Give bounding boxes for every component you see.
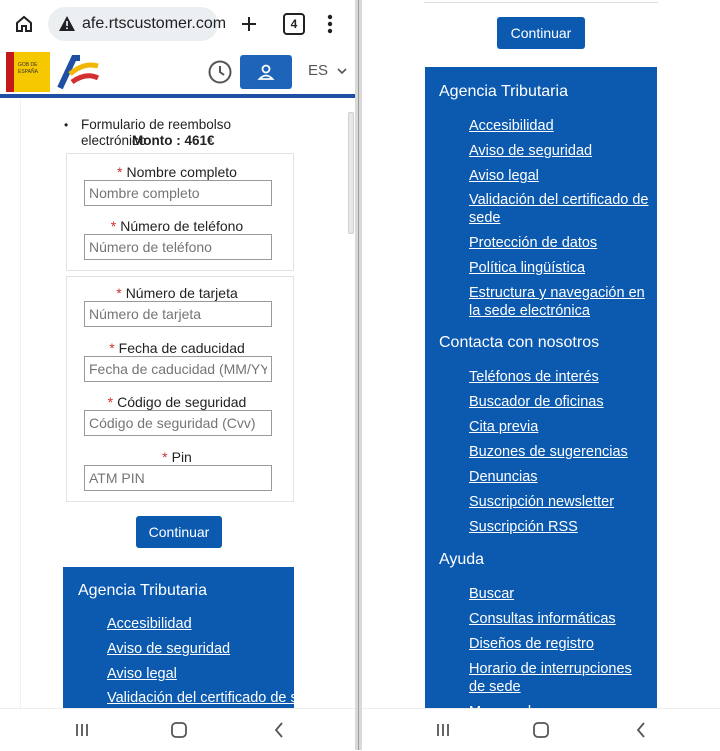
recents-icon[interactable] bbox=[432, 720, 454, 740]
government-logo[interactable] bbox=[6, 52, 50, 92]
user-account-button[interactable] bbox=[240, 55, 292, 89]
new-tab-icon[interactable] bbox=[235, 10, 263, 38]
footer-link-buscar[interactable]: Buscar bbox=[469, 586, 515, 602]
footer-link-aviso-legal[interactable]: Aviso legal bbox=[107, 666, 177, 682]
footer-link-aviso-seguridad[interactable]: Aviso de seguridad bbox=[107, 641, 231, 657]
footer-link-consultas[interactable]: Consultas informáticas bbox=[469, 611, 616, 627]
expiry-label: * Fecha de caducidad bbox=[109, 340, 245, 356]
footer-contacto-title: Contacta con nosotros bbox=[439, 334, 600, 351]
screen-divider bbox=[355, 0, 362, 750]
full-name-label: * Nombre completo bbox=[117, 164, 237, 180]
amount-value: 461€ bbox=[184, 133, 215, 148]
address-bar[interactable] bbox=[48, 7, 227, 41]
language-selector[interactable] bbox=[308, 62, 347, 79]
footer-link-buscador-oficinas[interactable]: Buscador de oficinas bbox=[469, 394, 604, 410]
refund-form-title: Formulario de reembolso electrónico bbox=[81, 117, 232, 148]
card-number-label: * Número de tarjeta bbox=[116, 285, 238, 301]
more-menu-icon[interactable] bbox=[316, 10, 344, 38]
user-icon bbox=[257, 63, 275, 81]
home-nav-icon[interactable] bbox=[530, 720, 552, 740]
left-phone-screen bbox=[0, 0, 355, 750]
url-text[interactable]: afe.rtscustomer.com bbox=[82, 15, 227, 32]
footer-link-disenos[interactable]: Diseños de registro bbox=[469, 636, 594, 652]
footer-agencia-title-right: Agencia Tributaria bbox=[439, 83, 568, 100]
footer-link-buzones[interactable]: Buzones de sugerencias bbox=[469, 444, 628, 460]
scrollbar[interactable] bbox=[348, 112, 354, 234]
android-navbar bbox=[0, 708, 355, 751]
footer-agencia-title: Agencia Tributaria bbox=[78, 582, 207, 599]
footer-link-rss[interactable]: Suscripción RSS bbox=[469, 519, 578, 535]
bullet: • bbox=[64, 118, 69, 132]
footer-link-estructura[interactable]: Estructura y navegación en la sede electrónica bbox=[469, 285, 645, 319]
amount-label: Monto : bbox=[132, 133, 181, 148]
full-name-input[interactable] bbox=[84, 180, 272, 206]
continue-button[interactable]: Continuar bbox=[136, 516, 222, 548]
pin-input[interactable] bbox=[84, 465, 272, 491]
expiry-input[interactable] bbox=[84, 356, 272, 382]
cvv-input[interactable] bbox=[84, 410, 272, 436]
footer-panel bbox=[63, 567, 322, 708]
footer-link-validacion[interactable]: Validación del certificado de sede bbox=[107, 690, 322, 706]
pin-label: * Pin bbox=[162, 449, 192, 465]
footer-link-aviso-legal-right[interactable]: Aviso legal bbox=[469, 168, 539, 184]
card-number-input[interactable] bbox=[84, 301, 272, 327]
footer-link-telefonos[interactable]: Teléfonos de interés bbox=[469, 369, 599, 385]
footer-link-politica-linguistica[interactable]: Política lingüística bbox=[469, 260, 586, 276]
footer-link-validacion-right[interactable]: Validación del certificado de sede bbox=[469, 192, 649, 226]
footer-link-aviso-seguridad-right[interactable]: Aviso de seguridad bbox=[469, 143, 593, 159]
browser-toolbar bbox=[0, 0, 355, 48]
warning-icon[interactable] bbox=[58, 15, 76, 33]
footer-ayuda-title: Ayuda bbox=[439, 551, 485, 568]
continue-button-right[interactable]: Continuar bbox=[497, 17, 585, 49]
site-header bbox=[0, 48, 355, 98]
logo-text: GOB DE ESPAÑA bbox=[18, 62, 38, 75]
home-icon[interactable] bbox=[10, 10, 38, 38]
agencia-tributaria-logo[interactable] bbox=[56, 54, 100, 90]
tab-switcher-button[interactable]: 4 bbox=[283, 13, 305, 35]
back-icon[interactable] bbox=[630, 720, 652, 740]
recents-icon[interactable] bbox=[71, 720, 93, 740]
footer-link-accesibilidad[interactable]: Accesibilidad bbox=[107, 616, 192, 632]
phone-label: * Número de teléfono bbox=[110, 218, 244, 234]
footer-link-denuncias[interactable]: Denuncias bbox=[469, 469, 538, 485]
footer-link-proteccion-datos[interactable]: Protección de datos bbox=[469, 235, 598, 251]
form-box-bottom-edge bbox=[424, 0, 658, 3]
chevron-down-icon bbox=[337, 67, 347, 75]
footer-link-cita-previa[interactable]: Cita previa bbox=[469, 419, 539, 435]
footer-link-accesibilidad-right[interactable]: Accesibilidad bbox=[469, 118, 554, 134]
footer-panel-full bbox=[425, 67, 657, 708]
amount bbox=[132, 133, 215, 148]
clock-icon[interactable] bbox=[207, 59, 233, 85]
cvv-label: * Código de seguridad bbox=[107, 394, 247, 410]
language-label: ES bbox=[308, 62, 329, 79]
android-navbar-right bbox=[362, 708, 720, 751]
footer-link-newsletter[interactable]: Suscripción newsletter bbox=[469, 494, 615, 510]
footer-link-horario[interactable]: Horario de interrupciones de sede bbox=[469, 661, 632, 695]
back-icon[interactable] bbox=[268, 720, 290, 740]
phone-input[interactable] bbox=[84, 234, 272, 260]
right-phone-screen bbox=[362, 0, 720, 750]
home-nav-icon[interactable] bbox=[168, 720, 190, 740]
